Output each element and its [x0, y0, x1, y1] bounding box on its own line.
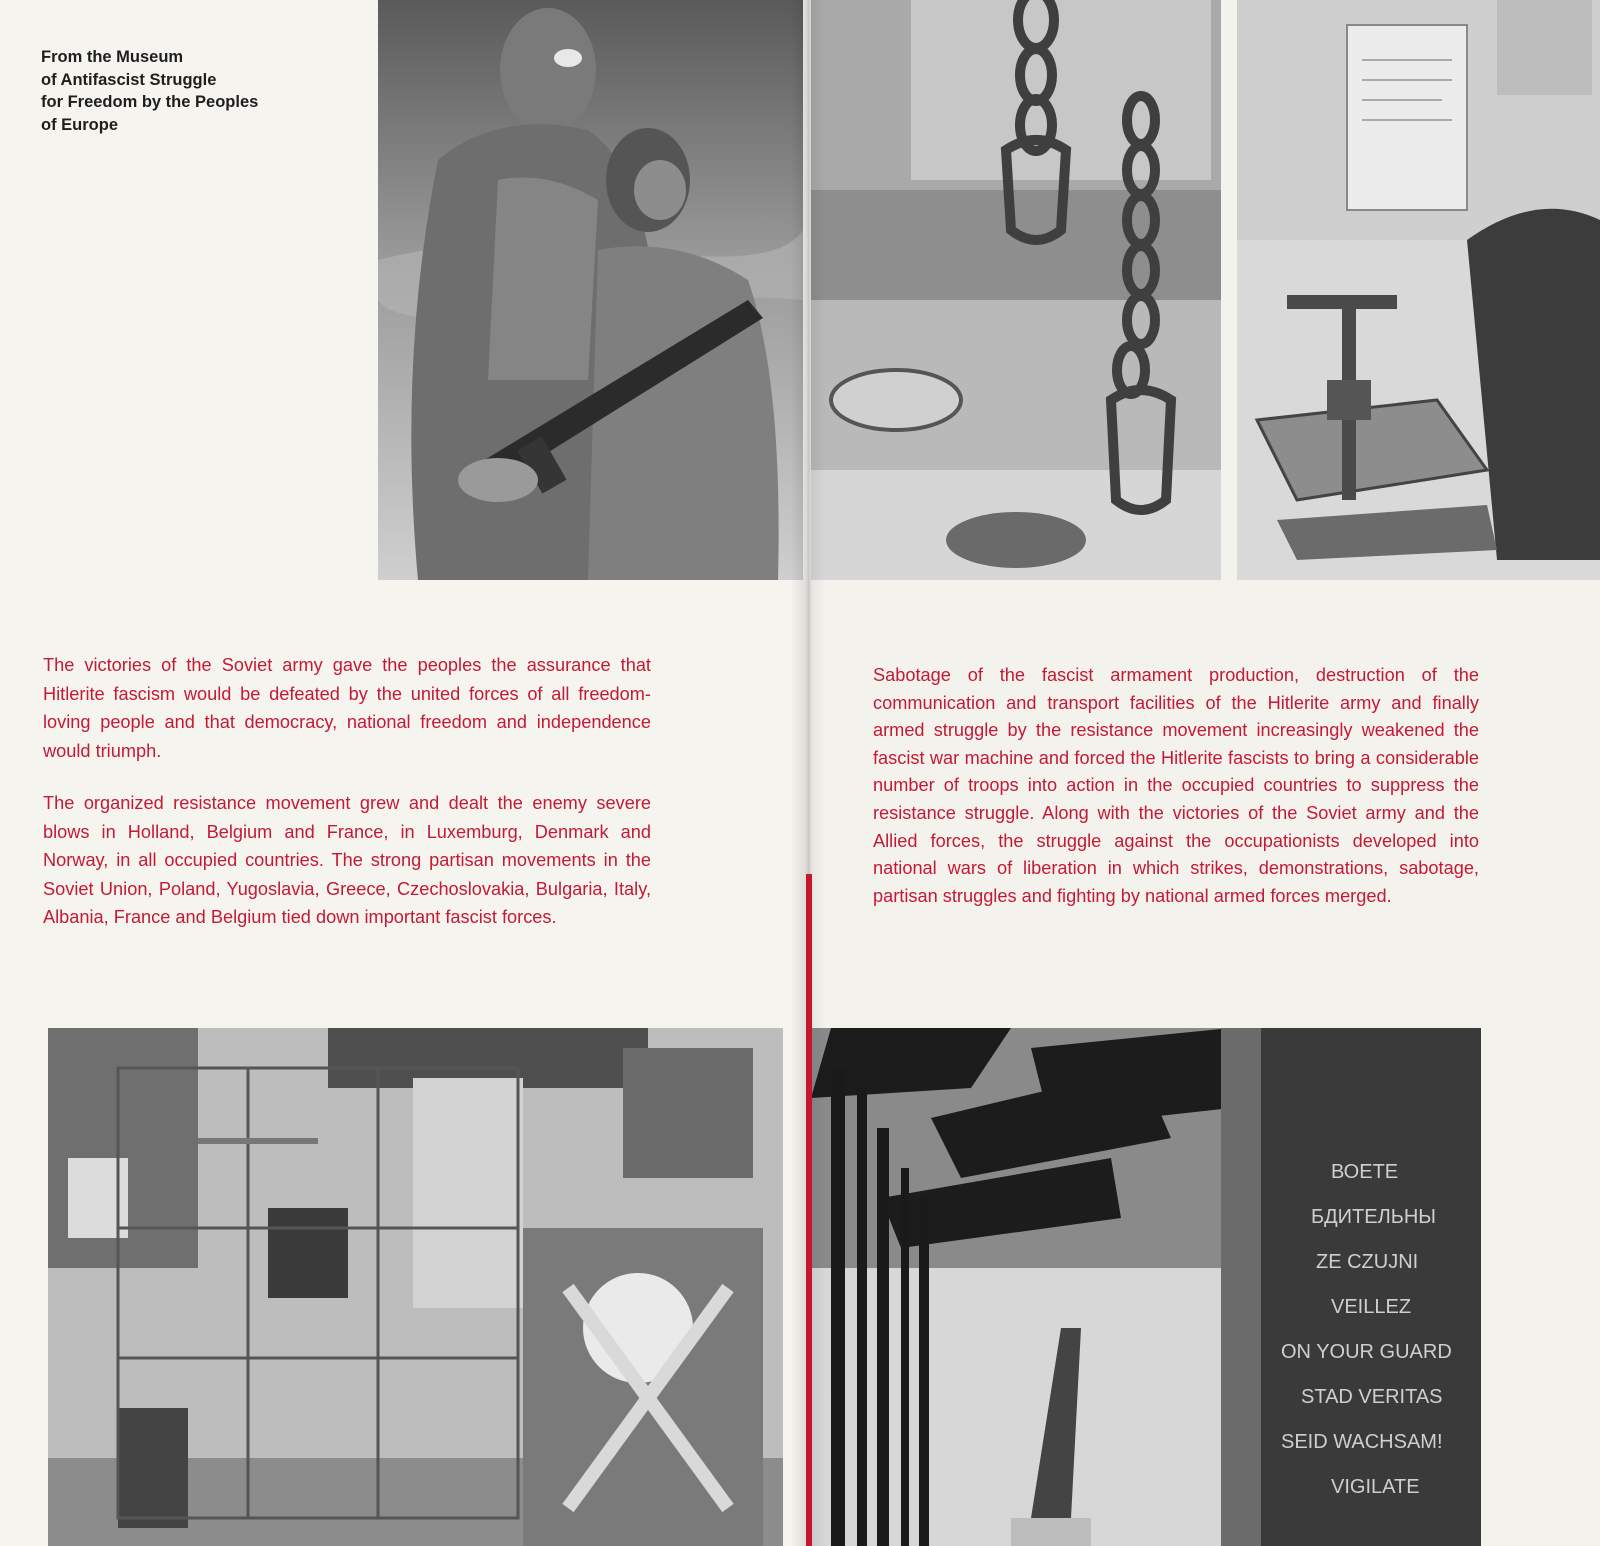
red-accent-strip [806, 874, 812, 1546]
left-text-column [43, 651, 651, 956]
right-text-column [873, 662, 1479, 934]
left-paragraph-1: The victories of the Soviet army gave the peoples the assurance that Hitlerite fascism would be defeated by the united forces of all freedom-loving people and that democracy, national freedom and independence would triumph. [43, 655, 651, 761]
exhibition-hall-photo [48, 1028, 783, 1546]
svg-text:SEID WACHSAM!: SEID WACHSAM! [1281, 1431, 1443, 1453]
document-press-photo [1237, 0, 1600, 580]
right-paragraph-1: Sabotage of the fascist armament production, destruction of the communication and transport facilities of the Hitlerite army and finally armed struggle by the resistance movement increasingly weakened the fascist war machine and forced the Hitlerite fascists to bring a considerable number of troops into action in the occupied countries to suppress the resistance struggle. Along with the victories of the Soviet army and the Allied forces, the struggle against the occupationists developed into national wars of liberation in which strikes, demonstrations, sabotage, partisan struggles and fighting by national armed forces merged. [873, 665, 1479, 906]
left-paragraph-2: The organized resistance movement grew and dealt the enemy severe blows in Holland, Belgium and France, in Luxemburg, Denmark and Norway, in all occupied countries. The strong partisan movements in the Soviet Union, Poland, Yugoslavia, Greece, Czechoslovakia, Bulgaria, Italy, Albania, France and Belgium tied down important fascist forces. [43, 793, 651, 927]
svg-text:VEILLEZ: VEILLEZ [1331, 1296, 1412, 1318]
svg-text:ВОЕТЕ: ВОЕТЕ [1331, 1161, 1399, 1183]
chalkboard-room-photo [811, 1028, 1481, 1546]
shackles-photo [811, 0, 1221, 580]
svg-text:VIGILATE: VIGILATE [1331, 1476, 1420, 1498]
museum-caption: From the Museum of Antifascist Struggle for Freedom by the Peoples of Europe [41, 48, 259, 134]
svg-text:БДИТЕЛЬНЫ: БДИТЕЛЬНЫ [1311, 1206, 1436, 1228]
svg-text:ON YOUR GUARD: ON YOUR GUARD [1281, 1341, 1452, 1363]
svg-text:STAD VERITAS: STAD VERITAS [1301, 1386, 1443, 1408]
partisans-photo [378, 0, 803, 580]
svg-text:ZE CZUJNI: ZE CZUJNI [1316, 1251, 1419, 1273]
